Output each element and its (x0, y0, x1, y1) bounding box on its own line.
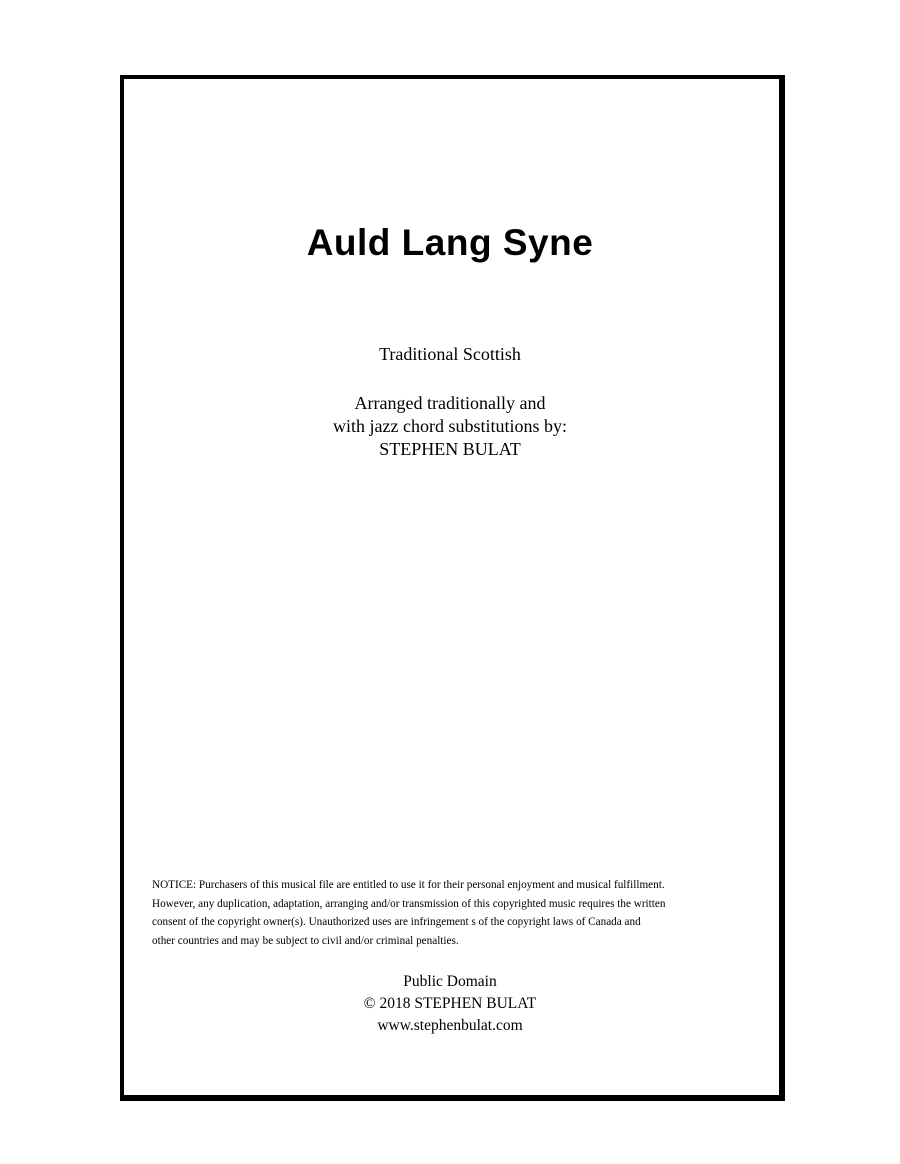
composer-credit: Traditional Scottish (379, 344, 521, 364)
copyright-text: © 2018 STEPHEN BULAT (363, 995, 537, 1012)
arrangement-credit (0, 392, 900, 461)
website-link[interactable]: www.stephenbulat.com (377, 1017, 523, 1034)
arrangement-line-2: with jazz chord substitutions by: (333, 416, 567, 436)
footer-block (0, 971, 900, 1037)
notice-line-3: consent of the copyright owner(s). Unauthorized uses are infringement s of the copyright laws of Canada and (152, 916, 641, 928)
notice-line-4: other countries and may be subject to civil and/or criminal penalties. (152, 934, 459, 947)
arrangement-line-1: Arranged traditionally and (354, 393, 546, 413)
notice-line-2: However, any duplication, adaptation, arranging and/or transmission of this copyrighted music requires the written (152, 897, 666, 910)
notice-line-1: NOTICE: Purchasers of this musical file are entitled to use it for their personal enjoyment and musical fulfillment. (152, 879, 665, 891)
license-text: Public Domain (403, 973, 497, 990)
page-title: Auld Lang Syne (306, 222, 594, 263)
copyright-notice (152, 876, 772, 950)
arranger-name: STEPHEN BULAT (379, 439, 521, 459)
